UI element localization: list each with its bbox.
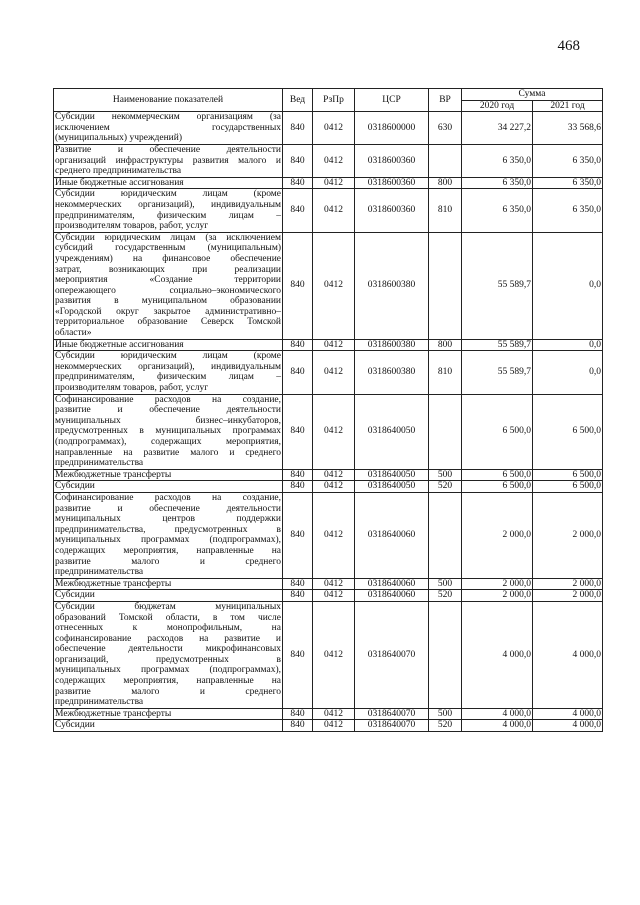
cell-ved: 840 — [283, 601, 313, 708]
row-name — [54, 492, 283, 578]
table-row — [54, 578, 603, 590]
cell-rzpr: 0412 — [313, 394, 355, 469]
header-ved: Вед — [283, 89, 313, 112]
cell-ved: 840 — [283, 112, 313, 145]
row-name-line: организаций, предусмотренных в — [55, 654, 281, 665]
cell-vr: 500 — [429, 469, 462, 481]
cell-s2021: 6 350,0 — [533, 189, 603, 232]
table-row — [54, 351, 603, 394]
row-name-line: Софинансирование расходов на создание, — [55, 394, 281, 405]
row-name-line: предпринимательства — [55, 458, 144, 469]
table-row — [54, 189, 603, 232]
cell-s2021: 4 000,0 — [533, 601, 603, 708]
row-name-line: Субсидии юридическим лицам (кроме — [55, 189, 281, 200]
row-name-line: предусмотренных в муниципальных программах — [55, 426, 281, 437]
header-2020: 2020 год — [462, 100, 533, 112]
row-name-line: развития в муниципальном образовании — [55, 296, 281, 307]
row-name-line: затрат, возникающих при реализации — [55, 264, 281, 275]
row-name — [54, 339, 283, 351]
page-number: 468 — [557, 38, 580, 54]
row-name — [54, 481, 283, 493]
cell-ved: 840 — [283, 590, 313, 602]
row-name — [54, 469, 283, 481]
cell-s2020: 55 589,7 — [462, 339, 533, 351]
row-name-line: производителям товаров, работ, услуг — [55, 383, 209, 394]
row-name-line: среднего предпринимательства — [55, 166, 182, 177]
row-name-line: содержащих мероприятия, направленные на — [55, 676, 281, 687]
cell-rzpr: 0412 — [313, 232, 355, 339]
row-name-line: муниципальных центров поддержки — [55, 514, 281, 525]
cell-vr: 520 — [429, 720, 462, 732]
row-name-line: развитие и обеспечение деятельности — [55, 503, 281, 514]
row-name — [54, 590, 283, 602]
cell-s2021: 6 500,0 — [533, 469, 603, 481]
cell-s2021: 2 000,0 — [533, 492, 603, 578]
cell-s2020: 6 350,0 — [462, 189, 533, 232]
row-name-line: софинансирование расходов на развитие и — [55, 633, 281, 644]
cell-csr: 0318640060 — [355, 590, 429, 602]
cell-rzpr: 0412 — [313, 112, 355, 145]
cell-ved: 840 — [283, 578, 313, 590]
cell-rzpr: 0412 — [313, 578, 355, 590]
cell-vr — [429, 492, 462, 578]
row-name-line: Межбюджетные трансферты — [55, 708, 172, 719]
cell-s2020: 2 000,0 — [462, 492, 533, 578]
cell-vr — [429, 601, 462, 708]
cell-csr: 0318600360 — [355, 189, 429, 232]
cell-s2021: 4 000,0 — [533, 720, 603, 732]
table-row — [54, 708, 603, 720]
cell-s2020: 2 000,0 — [462, 578, 533, 590]
header-name: Наименование показателей — [54, 89, 283, 112]
row-name — [54, 394, 283, 469]
cell-s2021: 0,0 — [533, 232, 603, 339]
row-name-line: обеспечение деятельности микрофинансовых — [55, 644, 281, 655]
row-name-line: муниципальных программах (подпрограммах), — [55, 665, 281, 676]
cell-vr: 800 — [429, 177, 462, 189]
cell-s2021: 0,0 — [533, 339, 603, 351]
cell-s2021: 6 350,0 — [533, 177, 603, 189]
cell-rzpr: 0412 — [313, 601, 355, 708]
cell-rzpr: 0412 — [313, 492, 355, 578]
table-row — [54, 144, 603, 177]
row-name — [54, 720, 283, 732]
row-name-line: Субсидии — [55, 720, 95, 731]
cell-s2020: 6 350,0 — [462, 177, 533, 189]
row-name — [54, 351, 283, 394]
row-name-line: (муниципальных) учреждений) — [55, 133, 182, 144]
row-name-line: Субсидии некоммерческим организациям (за — [55, 112, 281, 123]
row-name-line: Субсидии бюджетам муниципальных — [55, 601, 281, 612]
cell-csr: 0318640050 — [355, 469, 429, 481]
cell-s2021: 2 000,0 — [533, 590, 603, 602]
cell-s2020: 34 227,2 — [462, 112, 533, 145]
row-name-line: Межбюджетные трансферты — [55, 469, 172, 480]
cell-rzpr: 0412 — [313, 720, 355, 732]
row-name-line: «Городской округ закрытое административно– — [55, 306, 281, 317]
cell-s2021: 6 500,0 — [533, 481, 603, 493]
row-name-line: направленные на развитие малого и среднего — [55, 447, 281, 458]
row-name-line: опережающего социально–экономического — [55, 285, 281, 296]
cell-rzpr: 0412 — [313, 708, 355, 720]
row-name-line: развитие малого и среднего — [55, 556, 281, 567]
table-row — [54, 720, 603, 732]
cell-rzpr: 0412 — [313, 590, 355, 602]
cell-vr: 500 — [429, 708, 462, 720]
row-name-line: развитие и обеспечение деятельности — [55, 405, 281, 416]
cell-s2020: 55 589,7 — [462, 351, 533, 394]
cell-s2021: 6 500,0 — [533, 394, 603, 469]
cell-vr — [429, 144, 462, 177]
row-name-line: предпринимательства — [55, 567, 144, 578]
header-sum: Сумма — [462, 89, 603, 101]
table-row — [54, 469, 603, 481]
cell-csr: 0318600360 — [355, 144, 429, 177]
cell-s2020: 4 000,0 — [462, 601, 533, 708]
row-name-line: некоммерческих организаций), индивидуальным — [55, 361, 281, 372]
row-name-line: содержащих мероприятия, направленные на — [55, 545, 281, 556]
cell-ved: 840 — [283, 189, 313, 232]
cell-csr: 0318640060 — [355, 492, 429, 578]
row-name-line: Субсидии юридическим лицам (за исключением — [55, 232, 281, 243]
row-name-line: предпринимательства — [55, 697, 144, 708]
cell-s2021: 33 568,6 — [533, 112, 603, 145]
row-name-line: муниципальных программах (подпрограммах), — [55, 535, 281, 546]
table-row — [54, 394, 603, 469]
row-name-line: Субсидии — [55, 590, 95, 601]
table-row — [54, 339, 603, 351]
cell-vr — [429, 232, 462, 339]
row-name-line: Межбюджетные трансферты — [55, 578, 172, 589]
cell-ved: 840 — [283, 708, 313, 720]
row-name — [54, 578, 283, 590]
table-row — [54, 177, 603, 189]
cell-s2020: 55 589,7 — [462, 232, 533, 339]
cell-csr: 0318600380 — [355, 339, 429, 351]
cell-csr: 0318600380 — [355, 351, 429, 394]
table-header — [54, 89, 603, 112]
cell-ved: 840 — [283, 492, 313, 578]
cell-vr: 520 — [429, 481, 462, 493]
cell-ved: 840 — [283, 351, 313, 394]
row-name-line: области» — [55, 328, 92, 339]
row-name — [54, 601, 283, 708]
header-vr: ВР — [429, 89, 462, 112]
cell-csr: 0318640070 — [355, 720, 429, 732]
row-name-line: Иные бюджетные ассигнования — [55, 177, 184, 188]
row-name-line: развитие малого и среднего — [55, 686, 281, 697]
header-2021: 2021 год — [533, 100, 603, 112]
row-name-line: Субсидии — [55, 481, 95, 492]
table-row — [54, 481, 603, 493]
cell-csr: 0318600000 — [355, 112, 429, 145]
cell-rzpr: 0412 — [313, 339, 355, 351]
cell-s2020: 6 500,0 — [462, 394, 533, 469]
row-name-line: учреждениям) на финансовое обеспечение — [55, 253, 281, 264]
cell-rzpr: 0412 — [313, 189, 355, 232]
cell-ved: 840 — [283, 720, 313, 732]
cell-s2020: 4 000,0 — [462, 720, 533, 732]
cell-vr: 810 — [429, 351, 462, 394]
row-name-line: Иные бюджетные ассигнования — [55, 339, 184, 350]
row-name — [54, 232, 283, 339]
cell-csr: 0318600380 — [355, 232, 429, 339]
cell-ved: 840 — [283, 394, 313, 469]
row-name-line: производителям товаров, работ, услуг — [55, 221, 209, 232]
row-name — [54, 189, 283, 232]
table-row — [54, 601, 603, 708]
row-name-line: муниципальных бизнес–инкубаторов, — [55, 415, 281, 426]
cell-ved: 840 — [283, 339, 313, 351]
row-name-line: отнесенных к монопрофильным, на — [55, 623, 281, 634]
row-name — [54, 177, 283, 189]
cell-csr: 0318640070 — [355, 708, 429, 720]
table-row — [54, 590, 603, 602]
cell-vr: 520 — [429, 590, 462, 602]
cell-rzpr: 0412 — [313, 144, 355, 177]
row-name-line: организаций инфраструктуры развития малого и — [55, 155, 281, 166]
cell-s2021: 2 000,0 — [533, 578, 603, 590]
table-body — [54, 112, 603, 732]
cell-vr: 500 — [429, 578, 462, 590]
cell-vr: 800 — [429, 339, 462, 351]
cell-s2021: 4 000,0 — [533, 708, 603, 720]
table-row — [54, 492, 603, 578]
row-name-line: Софинансирование расходов на создание, — [55, 492, 281, 503]
cell-ved: 840 — [283, 232, 313, 339]
cell-rzpr: 0412 — [313, 351, 355, 394]
table-row — [54, 232, 603, 339]
row-name-line: Субсидии юридическим лицам (кроме — [55, 351, 281, 362]
cell-s2020: 4 000,0 — [462, 708, 533, 720]
cell-s2020: 6 350,0 — [462, 144, 533, 177]
cell-s2020: 6 500,0 — [462, 481, 533, 493]
row-name — [54, 112, 283, 145]
cell-s2020: 6 500,0 — [462, 469, 533, 481]
cell-s2021: 6 350,0 — [533, 144, 603, 177]
cell-rzpr: 0412 — [313, 177, 355, 189]
cell-csr: 0318640060 — [355, 578, 429, 590]
row-name — [54, 708, 283, 720]
cell-vr: 630 — [429, 112, 462, 145]
row-name-line: образований Томской области, в том числе — [55, 612, 281, 623]
cell-csr: 0318640050 — [355, 394, 429, 469]
budget-table — [53, 88, 603, 732]
cell-vr — [429, 394, 462, 469]
cell-s2020: 2 000,0 — [462, 590, 533, 602]
row-name-line: Развитие и обеспечение деятельности — [55, 144, 281, 155]
cell-rzpr: 0412 — [313, 469, 355, 481]
row-name-line: предпринимателям, физическим лицам – — [55, 372, 281, 383]
row-name-line: мероприятия «Создание территории — [55, 275, 281, 286]
cell-ved: 840 — [283, 481, 313, 493]
row-name-line: предпринимателям, физическим лицам – — [55, 210, 281, 221]
cell-rzpr: 0412 — [313, 481, 355, 493]
header-csr: ЦСР — [355, 89, 429, 112]
header-rzpr: РзПр — [313, 89, 355, 112]
row-name — [54, 144, 283, 177]
row-name-line: исключением государственных — [55, 122, 281, 133]
cell-s2021: 0,0 — [533, 351, 603, 394]
row-name-line: некоммерческих организаций), индивидуальным — [55, 199, 281, 210]
cell-csr: 0318640050 — [355, 481, 429, 493]
row-name-line: территориальное образование Северск Томской — [55, 317, 281, 328]
cell-ved: 840 — [283, 469, 313, 481]
cell-csr: 0318640070 — [355, 601, 429, 708]
row-name-line: предпринимательства, предусмотренных в — [55, 524, 281, 535]
cell-csr: 0318600360 — [355, 177, 429, 189]
row-name-line: (подпрограммах), содержащих мероприятия, — [55, 437, 281, 447]
cell-ved: 840 — [283, 177, 313, 189]
cell-vr: 810 — [429, 189, 462, 232]
cell-ved: 840 — [283, 144, 313, 177]
table-row — [54, 112, 603, 145]
row-name-line: субсидий государственным (муниципальным) — [55, 243, 281, 254]
